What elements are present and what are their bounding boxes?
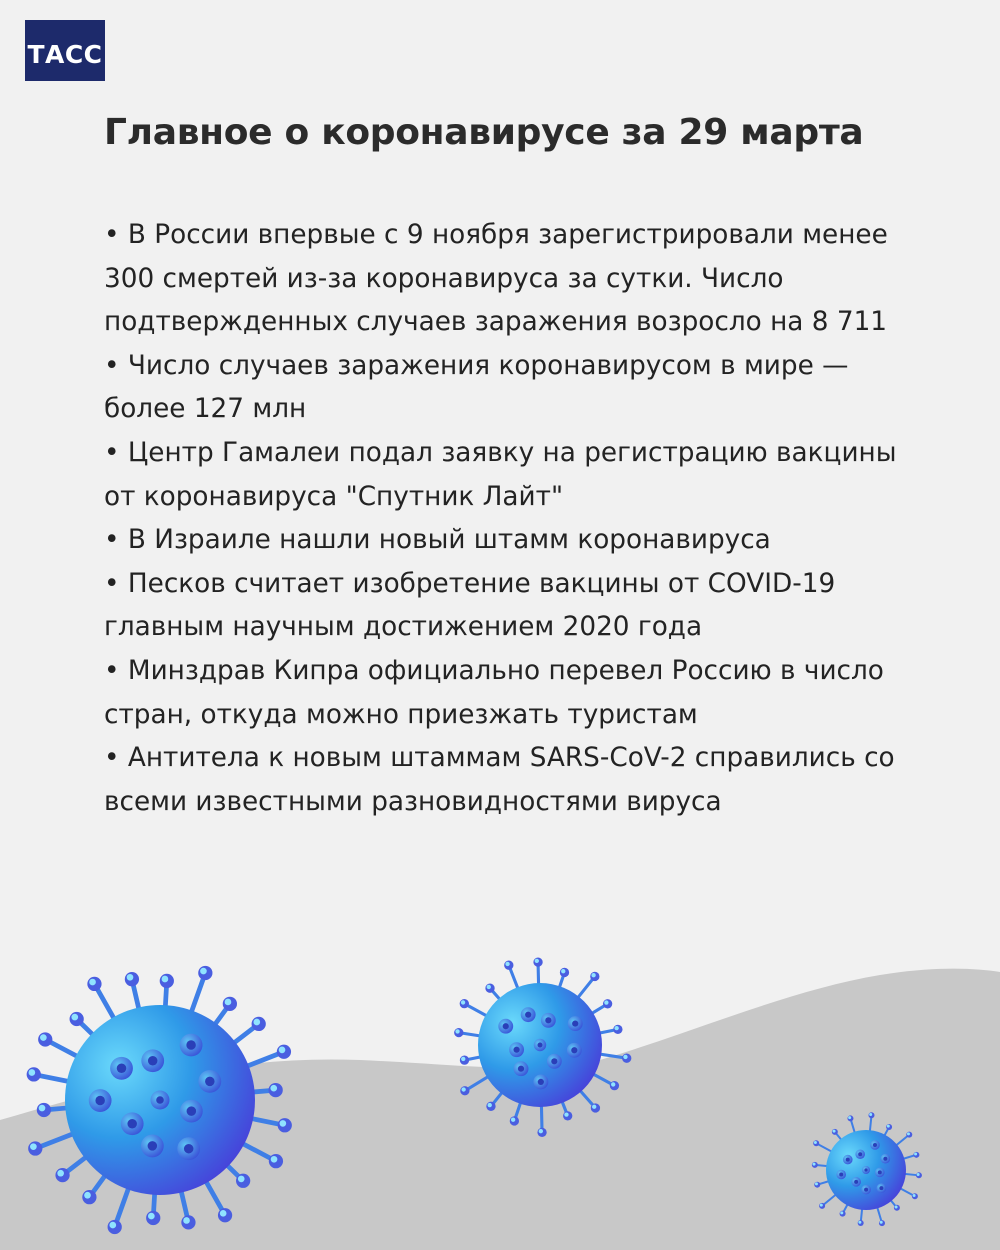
- page-title: Главное о коронавирусе за 29 марта: [104, 112, 864, 153]
- news-item: • В Израиле нашли новый штамм коронавируса: [104, 519, 904, 563]
- news-item: • Число случаев заражения коронавирусом в мире — более 127 млн: [104, 345, 904, 432]
- news-item: • Центр Гамалеи подал заявку на регистрацию вакцины от коронавируса "Спутник Лайт": [104, 432, 904, 519]
- news-item: • Антитела к новым штаммам SARS-CoV-2 справились со всеми известными разновидностями вируса: [104, 737, 904, 824]
- news-item: • В России впервые с 9 ноября зарегистрировали менее 300 смертей из-за коронавируса за сутки. Число подтвержденных случаев заражения возросло на 8 711: [104, 214, 904, 345]
- news-item: • Минздрав Кипра официально перевел Россию в число стран, откуда можно приезжать туристам: [104, 650, 904, 737]
- news-item: • Песков считает изобретение вакцины от COVID-19 главным научным достижением 2020 года: [104, 563, 904, 650]
- tass-logo: ТАСС: [25, 20, 105, 81]
- news-list: [104, 214, 904, 824]
